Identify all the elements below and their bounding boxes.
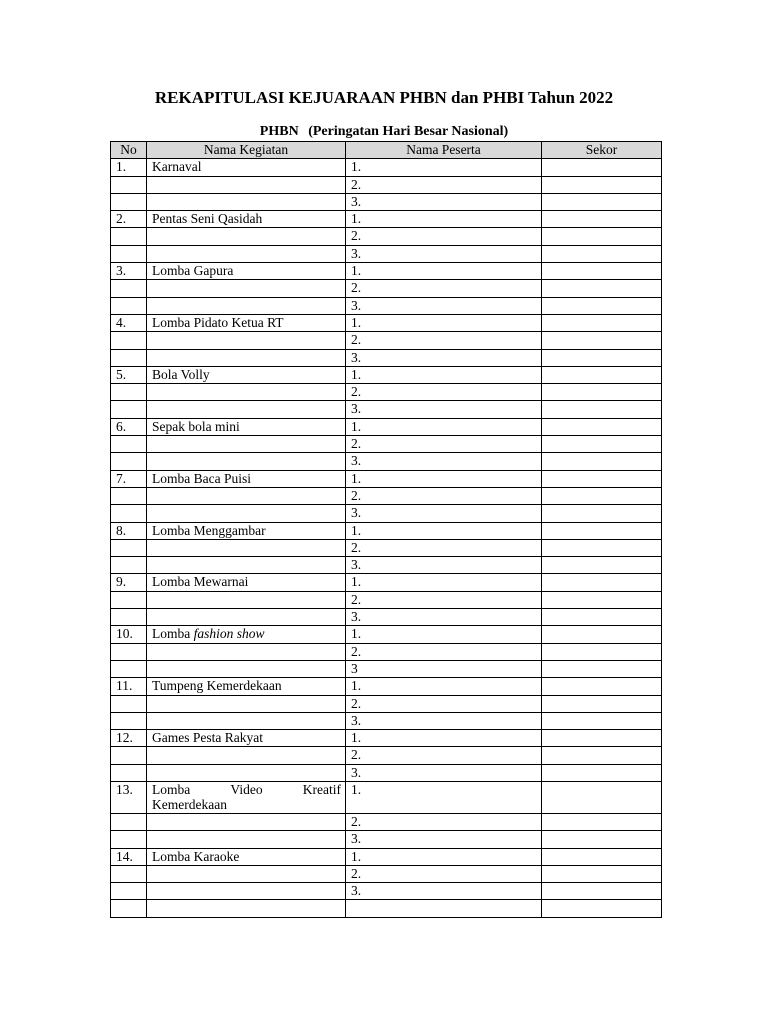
cell-no <box>111 436 147 453</box>
cell-event-name <box>147 883 346 900</box>
cell-score <box>542 366 662 383</box>
table-row <box>111 314 662 331</box>
event-name: Pentas Seni Qasidah <box>152 211 263 227</box>
cell-no <box>111 747 147 764</box>
table-row <box>111 280 662 297</box>
cell-no: 9. <box>111 574 147 591</box>
table-row <box>111 730 662 747</box>
cell-no <box>111 176 147 193</box>
cell-event-name <box>147 349 346 366</box>
cell-participant: 2. <box>346 280 542 297</box>
cell-event-name <box>147 643 346 660</box>
table-row <box>111 831 662 848</box>
cell-participant: 3. <box>346 883 542 900</box>
event-name: Lomba Karaoke <box>152 848 240 864</box>
cell-no: 10. <box>111 626 147 643</box>
cell-no <box>111 695 147 712</box>
cell-score <box>542 418 662 435</box>
table-row <box>111 211 662 228</box>
cell-no <box>111 865 147 882</box>
event-name-word: Video <box>230 781 263 797</box>
cell-participant: 3. <box>346 297 542 314</box>
cell-score <box>542 865 662 882</box>
cell-no <box>111 609 147 626</box>
cell-no <box>111 228 147 245</box>
cell-score <box>542 332 662 349</box>
cell-participant: 1. <box>346 626 542 643</box>
cell-score <box>542 436 662 453</box>
header-participant-name: Nama Peserta <box>346 142 542 159</box>
cell-event-name <box>147 730 346 747</box>
cell-event-name <box>147 176 346 193</box>
table-row <box>111 883 662 900</box>
cell-participant: 1. <box>346 730 542 747</box>
cell-score <box>542 695 662 712</box>
cell-score <box>542 848 662 865</box>
cell-no: 3. <box>111 263 147 280</box>
cell-no <box>111 453 147 470</box>
event-name: Karnaval <box>152 159 202 175</box>
table-row <box>111 591 662 608</box>
cell-score <box>542 349 662 366</box>
cell-participant: 3 <box>346 660 542 677</box>
cell-score <box>542 626 662 643</box>
table-row <box>111 263 662 280</box>
cell-event-name <box>147 453 346 470</box>
cell-score <box>542 660 662 677</box>
table-row <box>111 505 662 522</box>
cell-no <box>111 401 147 418</box>
cell-score <box>542 280 662 297</box>
cell-score <box>542 228 662 245</box>
table-row <box>111 781 662 813</box>
table-row <box>111 813 662 830</box>
cell-participant: 1. <box>346 522 542 539</box>
cell-score <box>542 522 662 539</box>
event-name-word: Lomba <box>152 781 191 797</box>
cell-score <box>542 730 662 747</box>
table-row <box>111 436 662 453</box>
event-name: Games Pesta Rakyat <box>152 730 263 746</box>
cell-event-name <box>147 418 346 435</box>
cell-event-name <box>147 263 346 280</box>
subtitle-description: (Peringatan Hari Besar Nasional) <box>308 124 509 139</box>
cell-no <box>111 591 147 608</box>
table-row <box>111 865 662 882</box>
cell-participant: 3. <box>346 712 542 729</box>
table-row <box>111 228 662 245</box>
table-row <box>111 539 662 556</box>
cell-score <box>542 883 662 900</box>
header-event-name: Nama Kegiatan <box>147 142 346 159</box>
cell-score <box>542 609 662 626</box>
table-row <box>111 349 662 366</box>
event-name-italic: fashion show <box>193 626 265 642</box>
subtitle-code: PHBN <box>259 124 299 139</box>
cell-score <box>542 263 662 280</box>
cell-event-name <box>147 831 346 848</box>
cell-score <box>542 314 662 331</box>
cell-participant: 2. <box>346 813 542 830</box>
table-row <box>111 574 662 591</box>
cell-empty <box>542 900 662 917</box>
cell-event-name <box>147 522 346 539</box>
cell-participant: 2. <box>346 384 542 401</box>
cell-no: 5. <box>111 366 147 383</box>
cell-score <box>542 539 662 556</box>
cell-score <box>542 643 662 660</box>
event-name: Lomba Pidato Ketua RT <box>152 314 284 330</box>
cell-event-name <box>147 848 346 865</box>
cell-no <box>111 384 147 401</box>
cell-event-name <box>147 505 346 522</box>
cell-no: 7. <box>111 470 147 487</box>
document-subtitle <box>0 123 768 140</box>
event-name-line: Kemerdekaan <box>152 797 227 813</box>
cell-event-name <box>147 660 346 677</box>
cell-no <box>111 505 147 522</box>
cell-event-name <box>147 539 346 556</box>
cell-event-name <box>147 280 346 297</box>
cell-participant: 3. <box>346 401 542 418</box>
cell-no <box>111 557 147 574</box>
cell-event-name <box>147 366 346 383</box>
cell-score <box>542 297 662 314</box>
cell-no <box>111 193 147 210</box>
cell-participant: 2. <box>346 695 542 712</box>
cell-score <box>542 813 662 830</box>
cell-event-name <box>147 297 346 314</box>
cell-event-name <box>147 678 346 695</box>
cell-no <box>111 349 147 366</box>
cell-participant: 2. <box>346 747 542 764</box>
cell-no <box>111 332 147 349</box>
cell-event-name <box>147 609 346 626</box>
event-name: Lomba Baca Puisi <box>152 470 251 486</box>
cell-no: 2. <box>111 211 147 228</box>
cell-event-name <box>147 574 346 591</box>
cell-no <box>111 280 147 297</box>
table-row <box>111 487 662 504</box>
cell-participant: 2. <box>346 487 542 504</box>
cell-no: 11. <box>111 678 147 695</box>
cell-no: 6. <box>111 418 147 435</box>
table-row <box>111 712 662 729</box>
cell-no <box>111 712 147 729</box>
table-row <box>111 332 662 349</box>
event-name: Lomba <box>152 626 191 642</box>
cell-participant: 2. <box>346 332 542 349</box>
event-name-line <box>152 782 341 798</box>
cell-participant: 1. <box>346 574 542 591</box>
cell-score <box>542 712 662 729</box>
cell-participant: 2. <box>346 176 542 193</box>
cell-participant: 3. <box>346 245 542 262</box>
cell-score <box>542 557 662 574</box>
table-row <box>111 193 662 210</box>
recap-table <box>110 141 662 918</box>
table-row <box>111 297 662 314</box>
cell-score <box>542 678 662 695</box>
table-row <box>111 418 662 435</box>
cell-event-name <box>147 470 346 487</box>
table-header-row <box>111 142 662 159</box>
cell-score <box>542 470 662 487</box>
event-name: Lomba Menggambar <box>152 522 266 538</box>
cell-participant: 1. <box>346 848 542 865</box>
cell-event-name <box>147 193 346 210</box>
event-name: Bola Volly <box>152 366 210 382</box>
cell-score <box>542 193 662 210</box>
cell-event-name <box>147 712 346 729</box>
cell-participant: 1. <box>346 470 542 487</box>
cell-no <box>111 539 147 556</box>
cell-no: 13. <box>111 781 147 813</box>
cell-no: 12. <box>111 730 147 747</box>
cell-event-name <box>147 228 346 245</box>
table-row <box>111 401 662 418</box>
cell-event-name <box>147 384 346 401</box>
cell-score <box>542 591 662 608</box>
cell-participant: 1. <box>346 678 542 695</box>
table-row <box>111 678 662 695</box>
cell-participant: 3. <box>346 609 542 626</box>
cell-event-name <box>147 747 346 764</box>
header-no: No <box>111 142 147 159</box>
cell-no <box>111 883 147 900</box>
cell-participant: 3. <box>346 193 542 210</box>
table-row <box>111 557 662 574</box>
table-row <box>111 609 662 626</box>
cell-score <box>542 831 662 848</box>
table-row <box>111 747 662 764</box>
header-score: Sekor <box>542 142 662 159</box>
cell-participant: 2. <box>346 228 542 245</box>
table-row <box>111 384 662 401</box>
cell-no <box>111 297 147 314</box>
cell-score <box>542 747 662 764</box>
cell-score <box>542 211 662 228</box>
cell-score <box>542 505 662 522</box>
table-row <box>111 764 662 781</box>
cell-participant: 2. <box>346 643 542 660</box>
cell-score <box>542 384 662 401</box>
cell-event-name <box>147 695 346 712</box>
table-row <box>111 470 662 487</box>
cell-participant: 3. <box>346 453 542 470</box>
cell-participant: 3. <box>346 505 542 522</box>
cell-no <box>111 487 147 504</box>
cell-participant: 2. <box>346 436 542 453</box>
cell-event-name <box>147 813 346 830</box>
cell-no: 8. <box>111 522 147 539</box>
cell-score <box>542 781 662 813</box>
cell-empty <box>346 900 542 917</box>
event-name: Lomba Mewarnai <box>152 574 249 590</box>
table-row <box>111 660 662 677</box>
cell-participant: 3. <box>346 557 542 574</box>
cell-event-name <box>147 865 346 882</box>
cell-participant: 2. <box>346 539 542 556</box>
table-body <box>111 159 662 917</box>
cell-no <box>111 643 147 660</box>
cell-score <box>542 245 662 262</box>
cell-no <box>111 813 147 830</box>
cell-event-name <box>147 591 346 608</box>
cell-participant: 2. <box>346 591 542 608</box>
cell-participant: 2. <box>346 865 542 882</box>
cell-participant: 3. <box>346 831 542 848</box>
cell-score <box>542 764 662 781</box>
table-row <box>111 848 662 865</box>
table-row <box>111 176 662 193</box>
cell-event-name <box>147 436 346 453</box>
cell-participant: 1. <box>346 366 542 383</box>
cell-participant: 1. <box>346 211 542 228</box>
table-row <box>111 626 662 643</box>
cell-participant: 3. <box>346 349 542 366</box>
cell-event-name <box>147 159 346 176</box>
cell-score <box>542 453 662 470</box>
cell-participant: 3. <box>346 764 542 781</box>
cell-score <box>542 176 662 193</box>
document-title: REKAPITULASI KEJUARAAN PHBN dan PHBI Tahun 2022 <box>154 88 614 107</box>
cell-score <box>542 159 662 176</box>
cell-event-name <box>147 314 346 331</box>
cell-event-name <box>147 764 346 781</box>
cell-no <box>111 831 147 848</box>
table-row <box>111 159 662 176</box>
cell-event-name <box>147 401 346 418</box>
cell-empty <box>147 900 346 917</box>
table-row <box>111 245 662 262</box>
table-row <box>111 522 662 539</box>
cell-participant: 1. <box>346 418 542 435</box>
cell-event-name <box>147 245 346 262</box>
cell-score <box>542 401 662 418</box>
cell-participant: 1. <box>346 314 542 331</box>
cell-no: 14. <box>111 848 147 865</box>
cell-event-name <box>147 487 346 504</box>
table-row <box>111 366 662 383</box>
cell-event-name <box>147 332 346 349</box>
cell-participant: 1. <box>346 159 542 176</box>
cell-no <box>111 660 147 677</box>
event-name-word: Kreatif <box>302 781 341 797</box>
table-row <box>111 695 662 712</box>
cell-event-name <box>147 211 346 228</box>
cell-event-name <box>147 557 346 574</box>
cell-event-name <box>147 781 346 813</box>
cell-event-name <box>147 626 346 643</box>
cell-participant: 1. <box>346 263 542 280</box>
cell-no <box>111 245 147 262</box>
event-name: Tumpeng Kemerdekaan <box>152 678 282 694</box>
table-row <box>111 643 662 660</box>
cell-no <box>111 764 147 781</box>
cell-score <box>542 574 662 591</box>
table-row <box>111 453 662 470</box>
cell-score <box>542 487 662 504</box>
cell-empty <box>111 900 147 917</box>
cell-participant: 1. <box>346 781 542 813</box>
cell-no: 4. <box>111 314 147 331</box>
cell-no: 1. <box>111 159 147 176</box>
event-name: Sepak bola mini <box>152 418 240 434</box>
event-name: Lomba Gapura <box>152 263 234 279</box>
table-row-empty <box>111 900 662 917</box>
